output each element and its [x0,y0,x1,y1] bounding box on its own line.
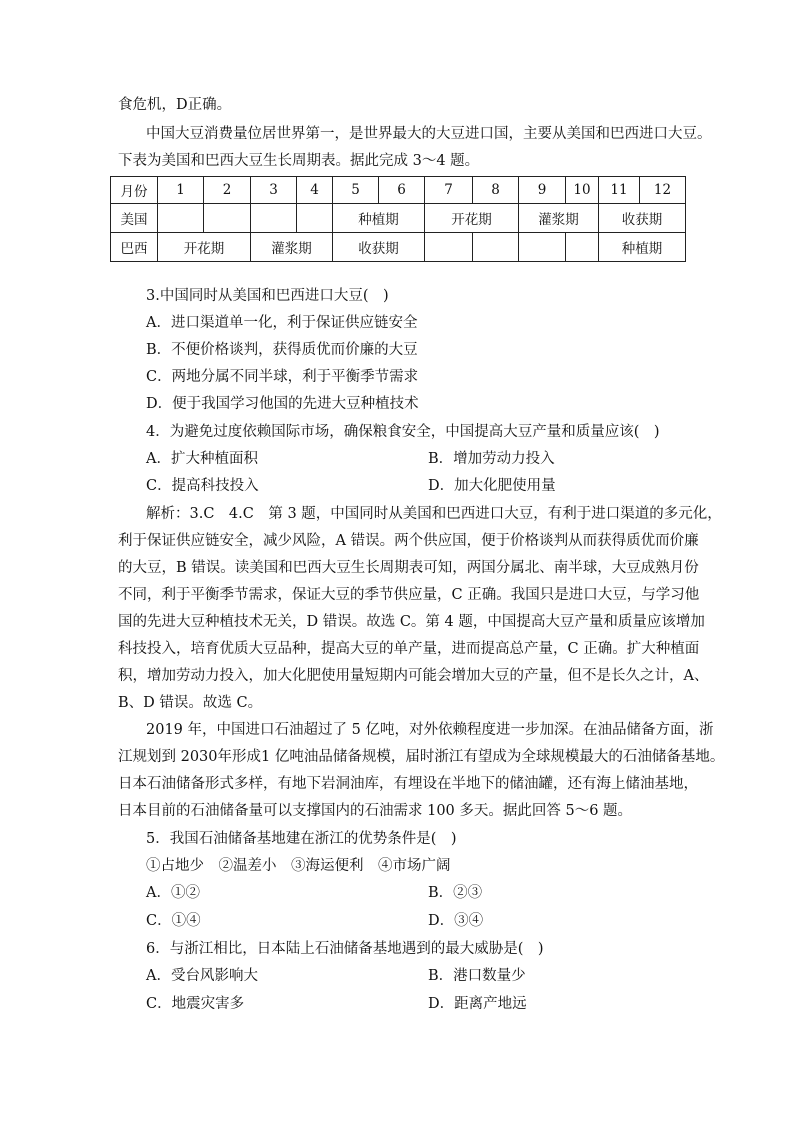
usa-harvest-period: 收获期 [599,204,686,233]
usa-planting-period: 种植期 [333,204,425,233]
row-label-usa: 美国 [111,204,158,233]
intro-3-4-line1: 中国大豆消费量位居世界第一，是世界最大的大豆进口国，主要从美国和巴西进口大豆。 [146,126,712,142]
intro-3-4-line2: 下表为美国和巴西大豆生长周期表。据此完成 3～4 题。 [118,153,480,169]
q5-option-d: D．③④ [428,913,484,929]
month-cell: 10 [566,177,599,204]
month-cell: 1 [158,177,204,204]
empty-cell [251,204,297,233]
table-header-month-label: 月份 [111,177,158,204]
brazil-planting-period: 种植期 [599,233,686,262]
analysis-line: 利于保证供应链安全，减少风险，A 错误。两个供应国，便于价格谈判从而获得质优而价廉 [118,533,699,549]
intro-5-6-line: 日本石油储备形式多样，有地下岩洞油库，有埋设在半地下的储油罐，还有海上储油基地， [118,776,698,792]
empty-cell [297,204,333,233]
brazil-flowering-period: 开花期 [158,233,251,262]
brazil-harvest-period: 收获期 [333,233,425,262]
q4-option-d: D．加大化肥使用量 [428,478,556,494]
empty-cell [158,204,204,233]
month-cell: 12 [640,177,686,204]
q3-option-c: C．两地分属不同半球，利于平衡季节需求 [146,369,419,385]
intro-5-6-line: 江规划到 2030年形成1 亿吨油品储备规模，届时浙江有望成为全球规模最大的石油储备基地。 [118,749,725,765]
table-row-usa [111,204,686,233]
q5-option-a: A．①② [146,885,200,901]
previous-answer-tail: 食危机，D正确。 [118,97,232,113]
intro-5-6-line: 2019 年，中国进口石油超过了 5 亿吨，对外依赖程度进一步加深。在油品储备方面，浙 [146,722,714,738]
q3-option-a: A．进口渠道单一化，利于保证供应链安全 [146,315,418,331]
q5-option-c: C．①④ [146,913,201,929]
q4-stem: 4．为避免过度依赖国际市场，确保粮食安全，中国提高大豆产量和质量应该( ) [146,424,660,440]
soybean-growth-table [110,176,686,262]
brazil-filling-period: 灌浆期 [251,233,333,262]
month-cell: 4 [297,177,333,204]
table-row-months [111,177,686,204]
month-cell: 5 [333,177,379,204]
q4-option-b: B．增加劳动力投入 [428,451,555,467]
month-cell: 2 [204,177,251,204]
analysis-line: 科技投入，培育优质大豆品种，提高大豆的单产量，进而提高总产量，C 正确。扩大种植面 [118,641,700,657]
q4-option-a: A．扩大种植面积 [146,451,258,467]
q6-option-d: D．距离产地远 [428,996,527,1012]
q6-option-b: B．港口数量少 [428,968,526,984]
empty-cell [519,233,566,262]
empty-cell [204,204,251,233]
empty-cell [473,233,519,262]
usa-filling-period: 灌浆期 [519,204,599,233]
q6-stem: 6．与浙江相比，日本陆上石油储备基地遇到的最大威胁是( ) [146,941,544,957]
analysis-line: 国的先进大豆种植技术无关，D 错误。故选 C。第 4 题，中国提高大豆产量和质量应该增加 [118,614,705,630]
month-cell: 11 [599,177,640,204]
q5-stem: 5．我国石油储备基地建在浙江的优势条件是( ) [146,831,457,847]
q5-items: ①占地少 ②温差小 ③海运便利 ④市场广阔 [146,858,451,874]
q3-stem: 3.中国同时从美国和巴西进口大豆( ) [146,288,389,304]
analysis-line: B、D 错误。故选 C。 [118,695,263,711]
month-cell: 6 [379,177,425,204]
usa-flowering-period: 开花期 [425,204,519,233]
q6-option-a: A．受台风影响大 [146,968,258,984]
analysis-line: 的大豆，B 错误。读美国和巴西大豆生长周期表可知，两国分属北、南半球，大豆成熟月份 [118,560,699,576]
analysis-line: 不同，利于平衡季节需求，保证大豆的季节供应量，C 正确。我国只是进口大豆，与学习他 [118,587,700,603]
q3-option-d: D．便于我国学习他国的先进大豆种植技术 [146,396,419,412]
q4-option-c: C．提高科技投入 [146,478,259,494]
month-cell: 8 [473,177,519,204]
q3-option-b: B．不便价格谈判，获得质优而价廉的大豆 [146,342,418,358]
month-cell: 9 [519,177,566,204]
q5-option-b: B．②③ [428,885,483,901]
month-cell: 3 [251,177,297,204]
empty-cell [566,233,599,262]
row-label-brazil: 巴西 [111,233,158,262]
month-cell: 7 [425,177,473,204]
analysis-line: 解析：3.C 4.C 第 3 题，中国同时从美国和巴西进口大豆，有利于进口渠道的多元化， [146,506,722,522]
analysis-line: 积，增加劳动力投入，加大化肥使用量短期内可能会增加大豆的产量，但不是长久之计，A、 [118,668,709,684]
empty-cell [425,233,473,262]
intro-5-6-line: 日本目前的石油储备量可以支撑国内的石油需求 100 多天。据此回答 5～6 题。 [118,803,633,819]
q6-option-c: C．地震灾害多 [146,996,245,1012]
table-row-brazil [111,233,686,262]
